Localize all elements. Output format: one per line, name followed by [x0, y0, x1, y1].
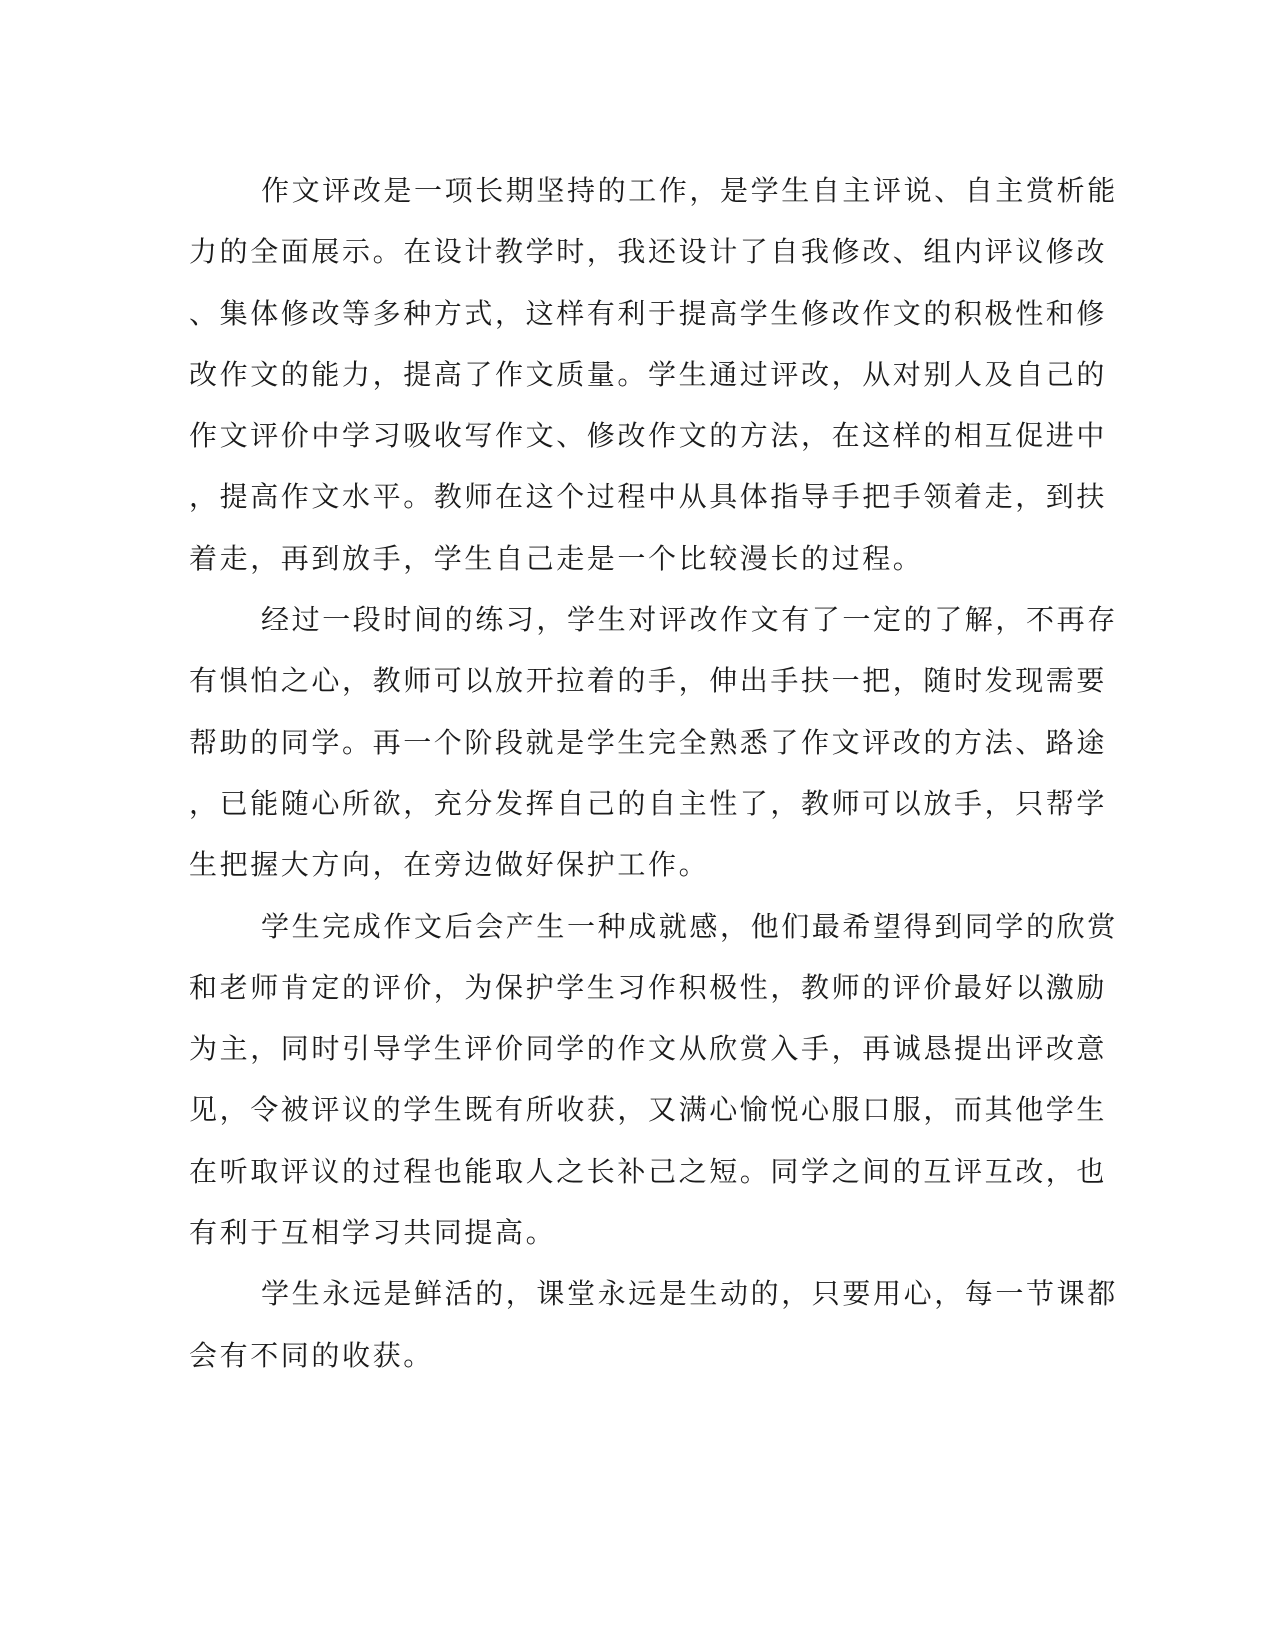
text-line: 帮助的同学。再一个阶段就是学生完全熟悉了作文评改的方法、路途: [189, 725, 1108, 759]
text-line: 、集体修改等多种方式，这样有利于提高学生修改作文的积极性和修: [189, 296, 1108, 330]
text-line: ，提高作文水平。教师在这个过程中从具体指导手把手领着走，到扶: [189, 480, 1108, 514]
text-line: 有利于互相学习共同提高。: [189, 1216, 557, 1250]
text-line: 改作文的能力，提高了作文质量。学生通过评改，从对别人及自己的: [189, 357, 1108, 391]
text-line: 作文评价中学习吸收写作文、修改作文的方法，在这样的相互促进中: [189, 419, 1108, 453]
text-line: 有惧怕之心，教师可以放开拉着的手，伸出手扶一把，随时发现需要: [189, 664, 1108, 698]
text-line: 会有不同的收获。: [189, 1338, 434, 1372]
text-line: 生把握大方向，在旁边做好保护工作。: [189, 848, 710, 882]
paragraph-3: [189, 896, 1118, 1264]
text-line: 学生永远是鲜活的，课堂永远是生动的，只要用心，每一节课都: [261, 1277, 1118, 1311]
text-line: 学生完成作文后会产生一种成就感，他们最希望得到同学的欣赏: [261, 909, 1118, 943]
paragraph-2: [189, 589, 1118, 895]
text-line: ，已能随心所欲，充分发挥自己的自主性了，教师可以放手，只帮学: [189, 786, 1108, 820]
text-line: 经过一段时间的练习，学生对评改作文有了一定的了解，不再存: [261, 603, 1118, 637]
paragraph-1: [189, 160, 1118, 589]
text-line: 力的全面展示。在设计教学时，我还设计了自我修改、组内评议修改: [189, 235, 1108, 269]
text-line: 和老师肯定的评价，为保护学生习作积极性，教师的评价最好以激励: [189, 970, 1108, 1004]
text-line: 见，令被评议的学生既有所收获，又满心愉悦心服口服，而其他学生: [189, 1093, 1108, 1127]
text-line: 作文评改是一项长期坚持的工作，是学生自主评说、自主赏析能: [261, 174, 1118, 207]
text-line: 着走，再到放手，学生自己走是一个比较漫长的过程。: [189, 541, 924, 575]
paragraph-4: [189, 1263, 1118, 1386]
text-line: 在听取评议的过程也能取人之长补己之短。同学之间的互评互改，也: [189, 1154, 1108, 1188]
text-line: 为主，同时引导学生评价同学的作文从欣赏入手，再诚恳提出评改意: [189, 1032, 1108, 1066]
body-text: [189, 160, 1118, 1386]
